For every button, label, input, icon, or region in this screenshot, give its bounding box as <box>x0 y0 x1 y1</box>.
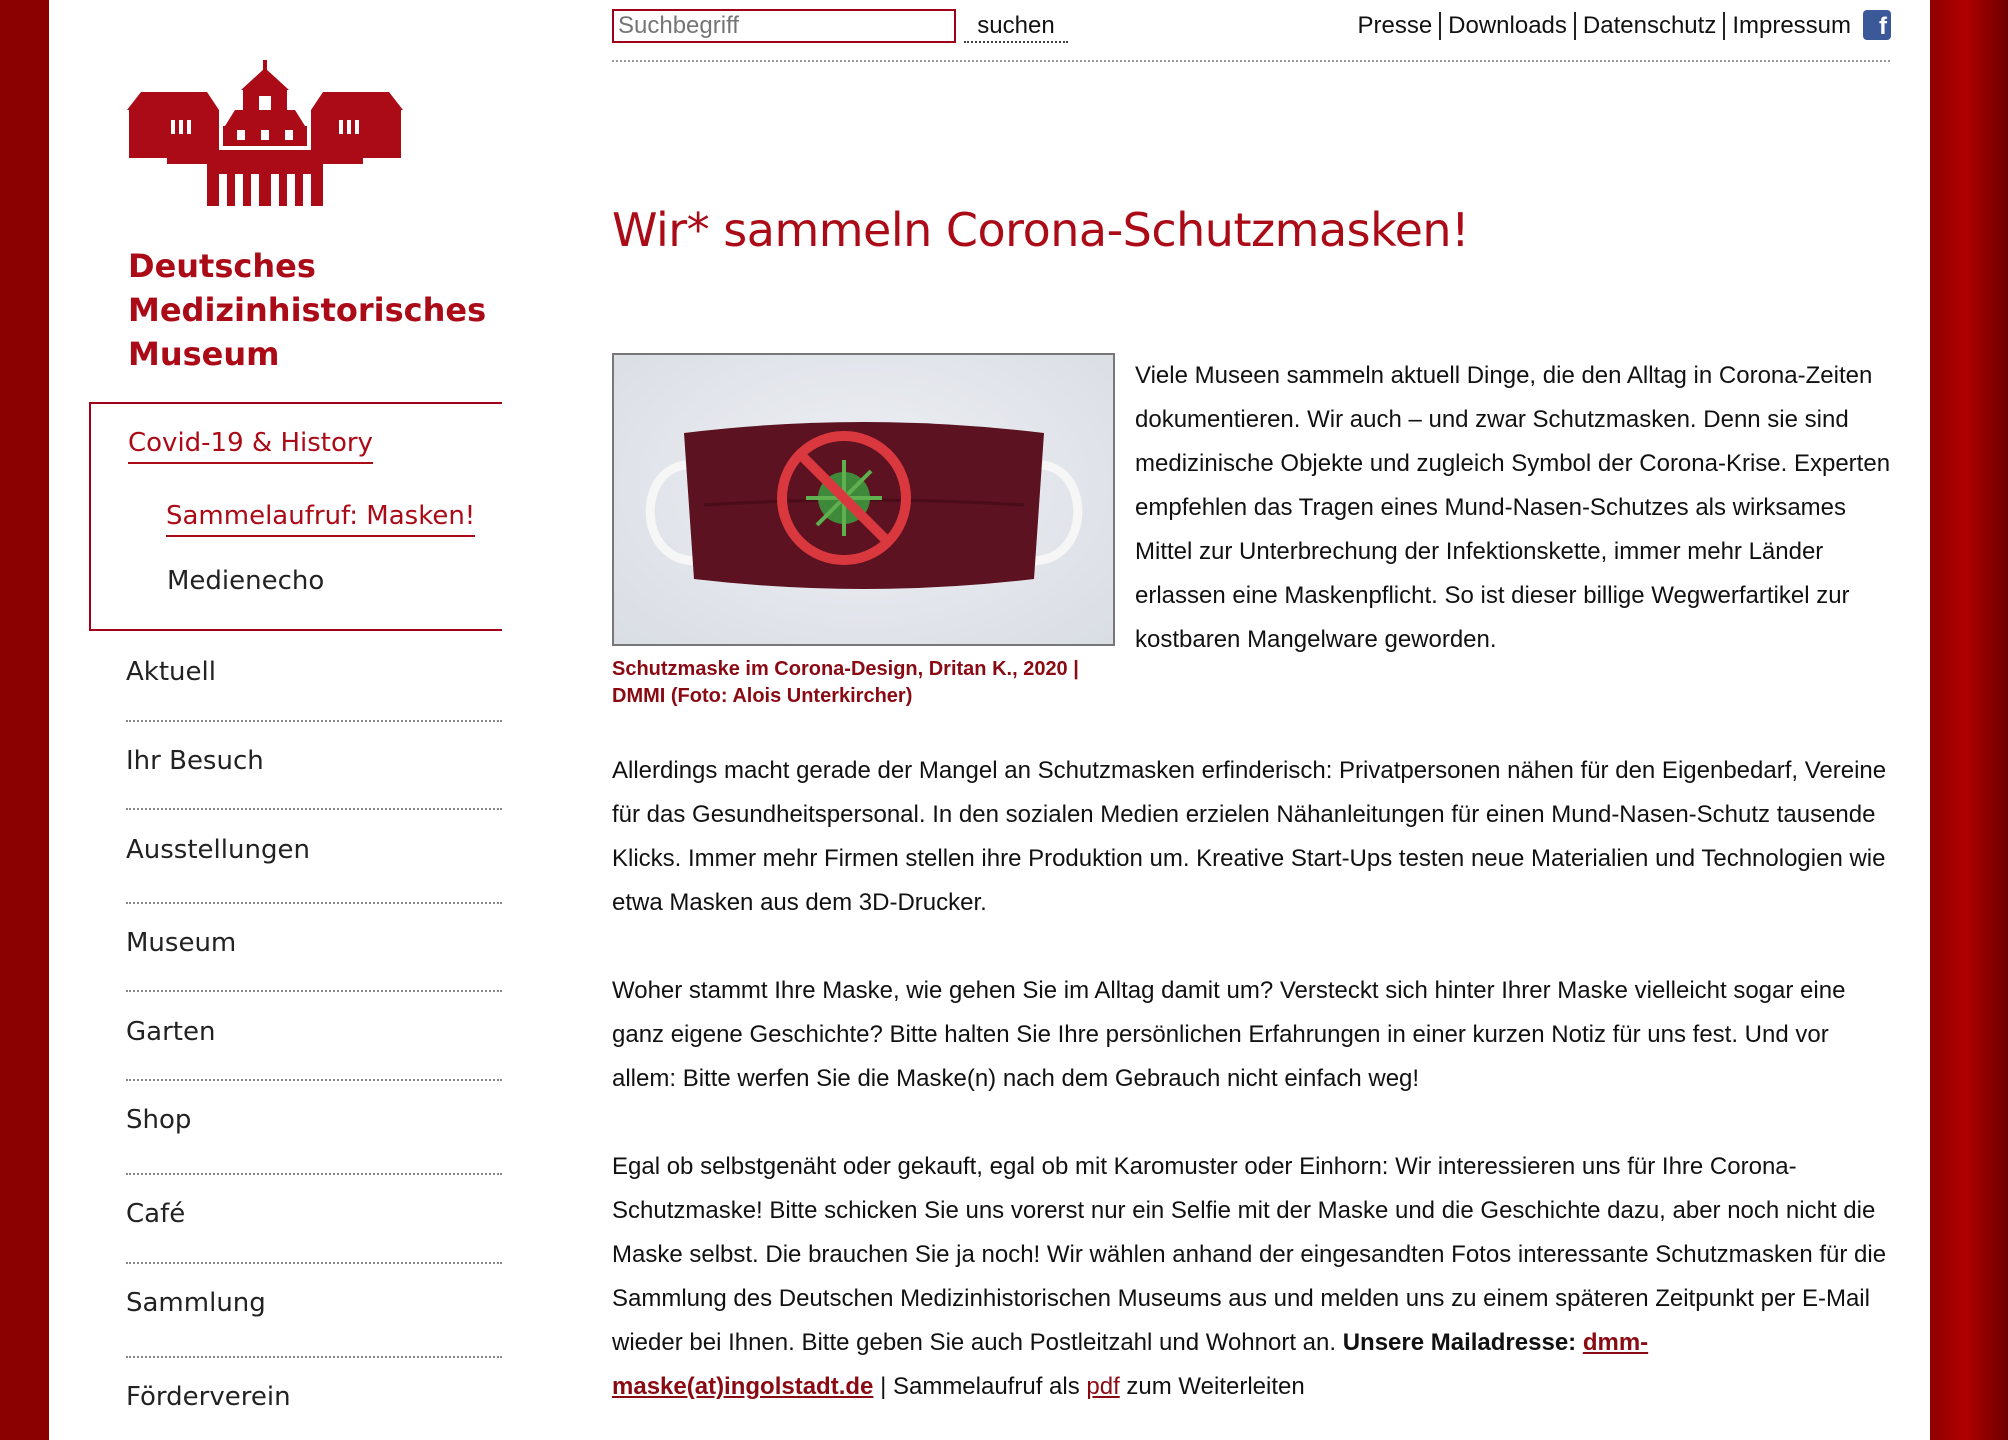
top-separator <box>612 60 1890 62</box>
paragraph-2: Allerdings macht gerade der Mangel an Schutzmasken erfinderisch: Privatpersonen nähen für den Eigenbedarf, Vereine für das Gesundheitspersonal. In den sozialen Medien erzielen Nähanleitungen für einen Mund-Nasen-Schutz tausende Klicks. Immer mehr Firmen stellen ihre Produktion um. Kreative Start-Ups testen neue Materialien und Technologien wie etwa Masken aus dem 3D-Drucker. <box>612 757 1887 916</box>
mail-link[interactable]: dmm-maske(at)ingolstadt.de <box>612 1329 1649 1400</box>
museum-name-line2: Medizinhistorisches <box>128 291 487 329</box>
museum-name-line1: Deutsches <box>128 247 316 285</box>
sidebar-item-museum[interactable]: Museum <box>126 928 237 958</box>
photo-caption: Schutzmaske im Corona-Design, Dritan K., 2020 | DMMI (Foto: Alois Unterkircher) <box>612 658 1079 707</box>
sidebar-item-ihr-besuch[interactable]: Ihr Besuch <box>126 746 264 776</box>
sidebar-subitem-sammelaufruf[interactable]: Sammelaufruf: Masken! <box>166 501 475 537</box>
sidebar-item-foerderverein[interactable]: Förderverein <box>126 1382 291 1412</box>
sidebar-separator <box>126 1173 502 1175</box>
left-frame-bar <box>0 0 49 1440</box>
search-button[interactable]: suchen <box>964 9 1068 43</box>
right-frame-bar <box>1930 0 2008 1440</box>
sidebar-separator <box>126 808 502 810</box>
tail-text-after: zum Weiterleiten <box>1126 1373 1305 1400</box>
museum-name-line3: Museum <box>128 335 280 373</box>
sidebar-separator <box>126 1356 502 1358</box>
mask-photo <box>612 353 1115 646</box>
sidebar-item-aktuell[interactable]: Aktuell <box>126 657 216 687</box>
top-link-downloads[interactable]: Downloads <box>1441 12 1576 40</box>
sidebar-item-cafe[interactable]: Café <box>126 1199 186 1229</box>
sidebar-separator <box>126 1079 502 1081</box>
sidebar-item-shop[interactable]: Shop <box>126 1105 192 1135</box>
top-link-presse[interactable]: Presse <box>1350 12 1441 40</box>
search-input[interactable] <box>612 9 956 43</box>
sidebar-item-garten[interactable]: Garten <box>126 1017 216 1047</box>
top-navigation <box>1350 10 1858 42</box>
sidebar-subitem-medienecho[interactable]: Medienecho <box>167 566 325 596</box>
top-link-impressum[interactable]: Impressum <box>1732 12 1851 39</box>
paragraph-4 <box>612 1145 1897 1409</box>
mail-label: Unsere Mailadresse: <box>1342 1329 1577 1356</box>
tail-text-before: | Sammelaufruf als <box>880 1373 1080 1400</box>
intro-paragraph: Viele Museen sammeln aktuell Dinge, die den Alltag in Corona-Zeiten dokumentieren. Wir auch – und zwar Schutzmasken. Denn sie sind medizinische Objekte und zugleich Symbol der Corona-Krise. Experten empfehlen das Tragen eines Mund-Nasen-Schutzes als wirksames Mittel zur Unterbrechung der Infektionskette, immer mehr Länder erlassen eine Maskenpflicht. So ist dieser billige Wegwerfartikel zur kostbaren Mangelware geworden. <box>1135 362 1891 653</box>
top-link-datenschutz[interactable]: Datenschutz <box>1576 12 1725 40</box>
page-title: Wir* sammeln Corona-Schutzmasken! <box>612 203 1470 257</box>
sidebar-separator <box>126 902 502 904</box>
museum-logo[interactable] <box>127 60 403 210</box>
facebook-icon[interactable]: f <box>1863 10 1891 40</box>
sidebar-item-sammlung[interactable]: Sammlung <box>126 1288 266 1318</box>
sidebar-separator <box>126 1262 502 1264</box>
sidebar-item-ausstellungen[interactable]: Ausstellungen <box>126 835 310 865</box>
sidebar-separator <box>126 990 502 992</box>
museum-name[interactable] <box>128 244 486 376</box>
sidebar-item-covid-history[interactable]: Covid-19 & History <box>128 428 373 464</box>
pdf-link[interactable]: pdf <box>1086 1373 1120 1400</box>
sidebar-separator <box>126 720 502 722</box>
paragraph-4-text: Egal ob selbstgenäht oder gekauft, egal ob mit Karomuster oder Einhorn: Wir interessieren uns für Ihre Corona-Schutzmaske! Bitte schicken Sie uns vorerst nur ein Selfie mit der Maske und die Geschichte dazu, aber noch nicht die Maske selbst. Die brauchen Sie ja noch! Wir wählen anhand der eingesandten Fotos interessante Schutzmasken für die Sammlung des Deutschen Medizinhistorischen Museums aus und melden uns zu einem späteren Zeitpunkt per E-Mail wieder bei Ihnen. Bitte geben Sie auch Postleitzahl und Wohnort an. <box>612 1153 1887 1356</box>
paragraph-3: Woher stammt Ihre Maske, wie gehen Sie im Alltag damit um? Versteckt sich hinter Ihrer Maske vielleicht sogar eine ganz eigene Geschichte? Bitte halten Sie Ihre persönlichen Erfahrungen in einer kurzen Notiz für uns fest. Und vor allem: Bitte werfen Sie die Maske(n) nach dem Gebrauch nicht einfach weg! <box>612 977 1846 1092</box>
